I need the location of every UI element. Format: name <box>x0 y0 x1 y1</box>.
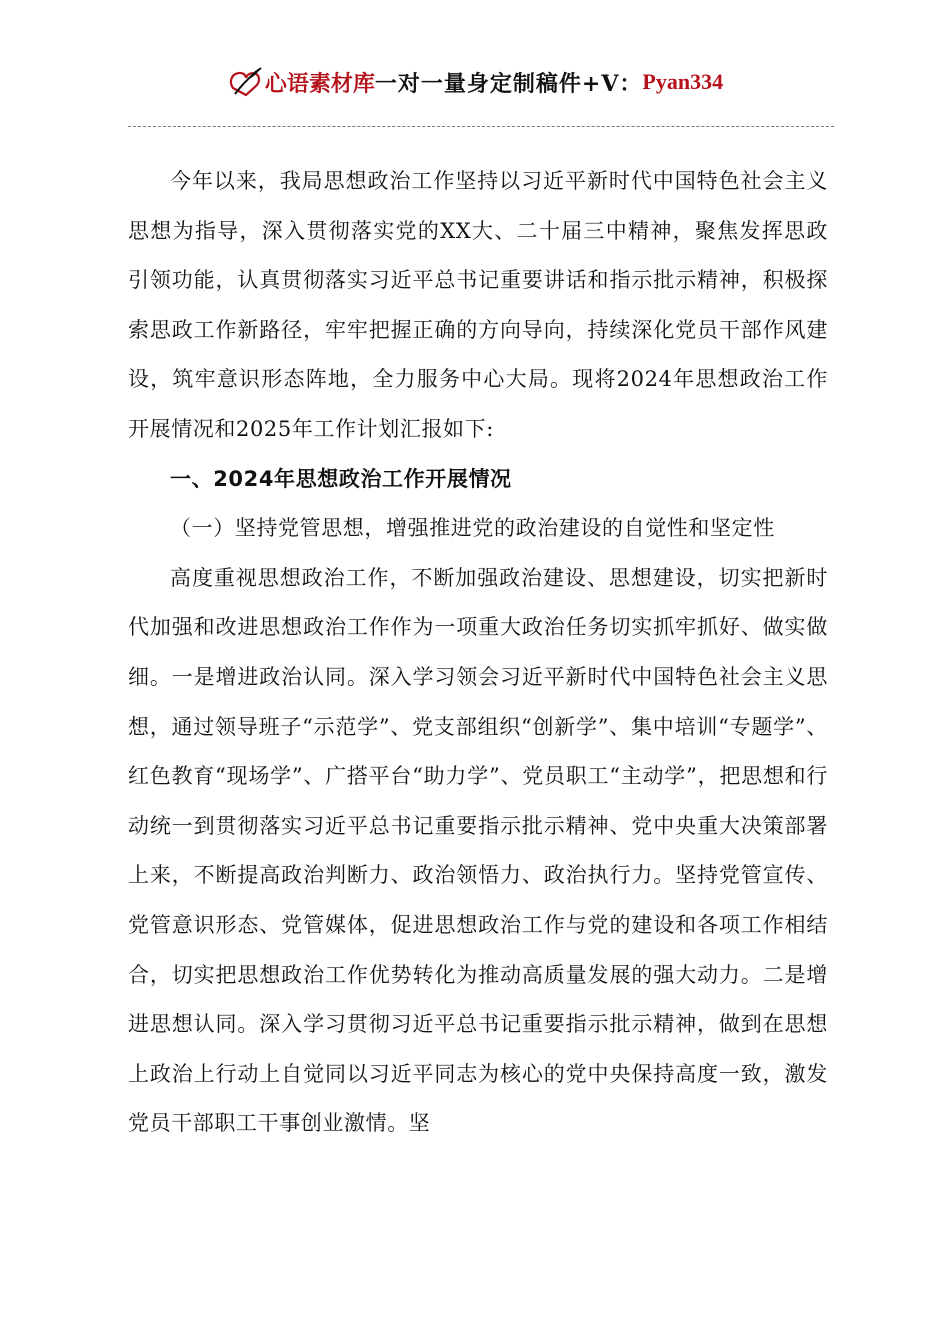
document-body <box>128 157 828 1149</box>
contact-id: Pyan334 <box>642 69 724 94</box>
brand-name: 心语素材库 <box>264 70 375 97</box>
header-slogan: 一对一量身定制稿件+V： <box>374 70 643 97</box>
subsection-heading: （一）坚持党管思想，增强推进党的政治建设的自觉性和坚定性 <box>170 516 775 541</box>
header-line <box>227 64 723 100</box>
quill-heart-logo-icon <box>227 64 263 100</box>
page-header <box>0 58 950 106</box>
header-divider <box>128 126 834 127</box>
section-heading: 一、2024年思想政治工作开展情况 <box>170 466 512 491</box>
intro-paragraph: 今年以来，我局思想政治工作坚持以习近平新时代中国特色社会主义思想为指导，深入贯彻落实党的XX大、二十届三中精神，聚焦发挥思政引领功能，认真贯彻落实习近平总书记重要讲话和指示批示精神，积极探索思政工作新路径，牢牢把握正确的方向导向，持续深化党员干部作风建设，筑牢意识形态阵地，全力服务中心大局。现将2024年思想政治工作开展情况和2025年工作计划汇报如下: <box>128 169 828 441</box>
body-paragraph: 高度重视思想政治工作，不断加强政治建设、思想建设，切实把新时代加强和改进思想政治工作作为一项重大政治任务切实抓牢抓好、做实做细。一是增进政治认同。深入学习领会习近平新时代中国特色社会主义思想，通过领导班子“示范学”、党支部组织“创新学”、集中培训“专题学”、红色教育“现场学”、广搭平台“助力学”、党员职工“主动学”，把思想和行动统一到贯彻落实习近平总书记重要指示批示精神、党中央重大决策部署上来，不断提高政治判断力、政治领悟力、政治执行力。坚持党管宣传、党管意识形态、党管媒体，促进思想政治工作与党的建设和各项工作相结合，切实把思想政治工作优势转化为推动高质量发展的强大动力。二是增进思想认同。深入学习贯彻习近平总书记重要指示批示精神，做到在思想上政治上行动上自觉同以习近平同志为核心的党中央保持高度一致，激发党员干部职工干事创业激情。坚 <box>128 565 828 1136</box>
